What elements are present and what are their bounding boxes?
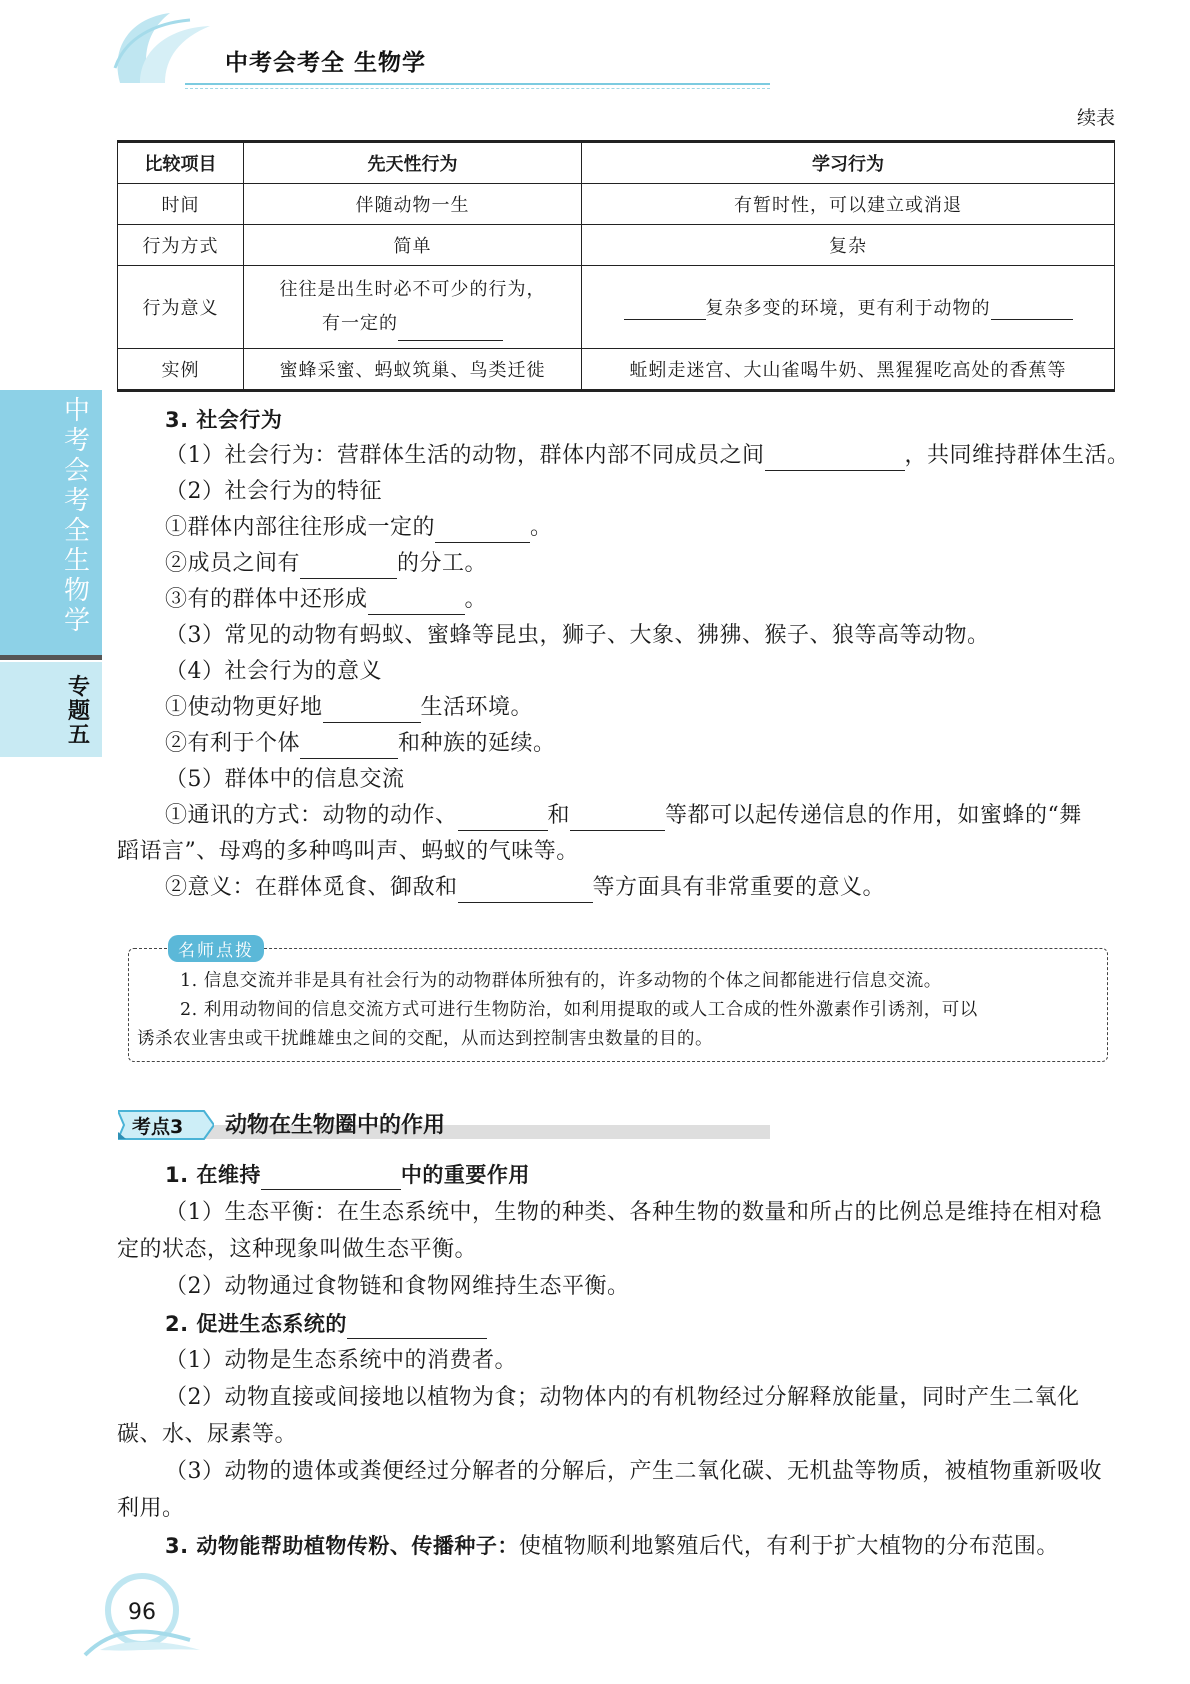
text-line: ③有的群体中还形成 。 (165, 585, 487, 615)
table-header-cell: 先天性行为 (244, 142, 582, 184)
tip-line: 1. 信息交流并非是具有社会行为的动物群体所独有的，许多动物的个体之间都能进行信息交流。 (180, 971, 942, 991)
table-cell: 实例 (118, 349, 244, 391)
fill-blank[interactable] (458, 806, 548, 831)
subheading: 3. 社会行为 (165, 408, 283, 432)
comparison-table (117, 140, 1115, 392)
fill-blank[interactable] (458, 878, 593, 903)
header-rule-dashed (185, 88, 770, 90)
table-row (118, 349, 1115, 391)
header-title: 中考会考全 生物学 (225, 50, 427, 76)
fill-blank[interactable] (765, 446, 905, 471)
text-line: （4）社会行为的意义 (165, 659, 382, 684)
table-row (118, 225, 1115, 266)
text-line: （2）动物通过食物链和食物网维持生态平衡。 (165, 1274, 630, 1299)
text-line: （1）社会行为：营群体生活的动物，群体内部不同成员之间 ，共同维持群体生活。 (165, 441, 1130, 471)
header-rule (185, 83, 770, 85)
fill-blank[interactable] (624, 299, 706, 320)
tip-line: 诱杀农业害虫或干扰雌雄虫之间的交配，从而达到控制害虫数量的目的。 (137, 1029, 713, 1049)
text-line: ①群体内部往往形成一定的 。 (165, 513, 553, 543)
text-line: 利用。 (117, 1496, 185, 1521)
fill-blank[interactable] (347, 1315, 487, 1339)
fill-blank[interactable] (300, 734, 398, 759)
table-cell: 行为方式 (118, 225, 244, 266)
text-line: 3. 动物能帮助植物传粉、传播种子：使植物顺利地繁殖后代，有利于扩大植物的分布范围。 (165, 1534, 1059, 1559)
fill-blank[interactable] (261, 1166, 401, 1190)
text-line: ①通讯的方式：动物的动作、 和 等都可以起传递信息的作用，如蜜蜂的“舞 (165, 801, 1082, 831)
table-cell: 简单 (244, 225, 582, 266)
text-line: （1）生态平衡：在生态系统中，生物的种类、各种生物的数量和所占的比例总是维持在相对稳 (165, 1200, 1103, 1225)
teacher-tip-label: 名师点拨 (168, 935, 264, 962)
subheading: 2. 促进生态系统的 (165, 1309, 487, 1339)
table-cell (244, 266, 582, 349)
table-cell: 复杂多变的环境，更有利于动物的 (582, 266, 1115, 349)
table-cell: 有暂时性，可以建立或消退 (582, 184, 1115, 225)
section-title: 动物在生物圈中的作用 (225, 1113, 446, 1138)
side-tab-text: 专题五 (67, 675, 90, 748)
fill-blank[interactable] (323, 698, 421, 723)
table-header-cell: 比较项目 (118, 142, 244, 184)
page-number: 96 (128, 1600, 156, 1625)
text-line: ①使动物更好地 生活环境。 (165, 693, 533, 723)
text-line: ②意义：在群体觅食、御敌和 等方面具有非常重要的意义。 (165, 873, 885, 903)
table-continued-label: 续表 (1076, 107, 1115, 129)
fill-blank[interactable] (368, 590, 465, 615)
side-tab-divider (0, 655, 102, 660)
text-line: 碳、水、尿素等。 (117, 1422, 298, 1447)
fill-blank[interactable] (435, 518, 530, 543)
text-line: 定的状态，这种现象叫做生态平衡。 (117, 1237, 478, 1262)
text-line: （2）社会行为的特征 (165, 479, 382, 504)
side-tab-topic (0, 662, 102, 757)
text-line: ②有利于个体 和种族的延续。 (165, 729, 556, 759)
table-cell: 蜜蜂采蜜、蚂蚁筑巢、鸟类迁徙 (244, 349, 582, 391)
text-line: （2）动物直接或间接地以植物为食；动物体内的有机物经过分解释放能量，同时产生二氧化 (165, 1385, 1080, 1410)
table-header-row (118, 142, 1115, 184)
table-cell: 复杂 (582, 225, 1115, 266)
table-header-cell: 学习行为 (582, 142, 1115, 184)
header-leaf-decoration (110, 8, 220, 88)
table-cell: 时间 (118, 184, 244, 225)
text-line: （1）动物是生态系统中的消费者。 (165, 1348, 517, 1373)
text-line: 蹈语言”、母鸡的多种鸣叫声、蚂蚁的气味等。 (117, 839, 579, 864)
text-line: （5）群体中的信息交流 (165, 767, 405, 792)
table-row (118, 184, 1115, 225)
table-cell: 伴随动物一生 (244, 184, 582, 225)
table-cell-line: 有一定的 (252, 307, 573, 341)
subheading: 1. 在维持 中的重要作用 (165, 1160, 530, 1190)
exam-point-tag-icon (118, 1108, 214, 1142)
table-cell: 行为意义 (118, 266, 244, 349)
text-line: （3）常见的动物有蚂蚁、蜜蜂等昆虫，狮子、大象、狒狒、猴子、狼等高等动物。 (165, 623, 990, 648)
fill-blank[interactable] (991, 299, 1073, 320)
fill-blank[interactable] (300, 554, 397, 579)
side-tab-book-title (0, 390, 102, 655)
fill-blank[interactable] (570, 806, 665, 831)
side-tab-text: 中考会考全 生物学 (63, 396, 90, 636)
table-cell: 蚯蚓走迷宫、大山雀喝牛奶、黑猩猩吃高处的香蕉等 (582, 349, 1115, 391)
fill-blank[interactable] (398, 320, 503, 341)
table-cell-line: 往往是出生时必不可少的行为， (279, 279, 546, 300)
text-line: ②成员之间有 的分工。 (165, 549, 487, 579)
table-row (118, 266, 1115, 349)
exam-point-tag: 考点3 (132, 1116, 184, 1138)
text-line: （3）动物的遗体或粪便经过分解者的分解后，产生二氧化碳、无机盐等物质，被植物重新吸收 (165, 1459, 1103, 1484)
tip-line: 2. 利用动物间的信息交流方式可进行生物防治，如利用提取的或人工合成的性外激素作引诱剂，可以 (180, 1000, 978, 1020)
